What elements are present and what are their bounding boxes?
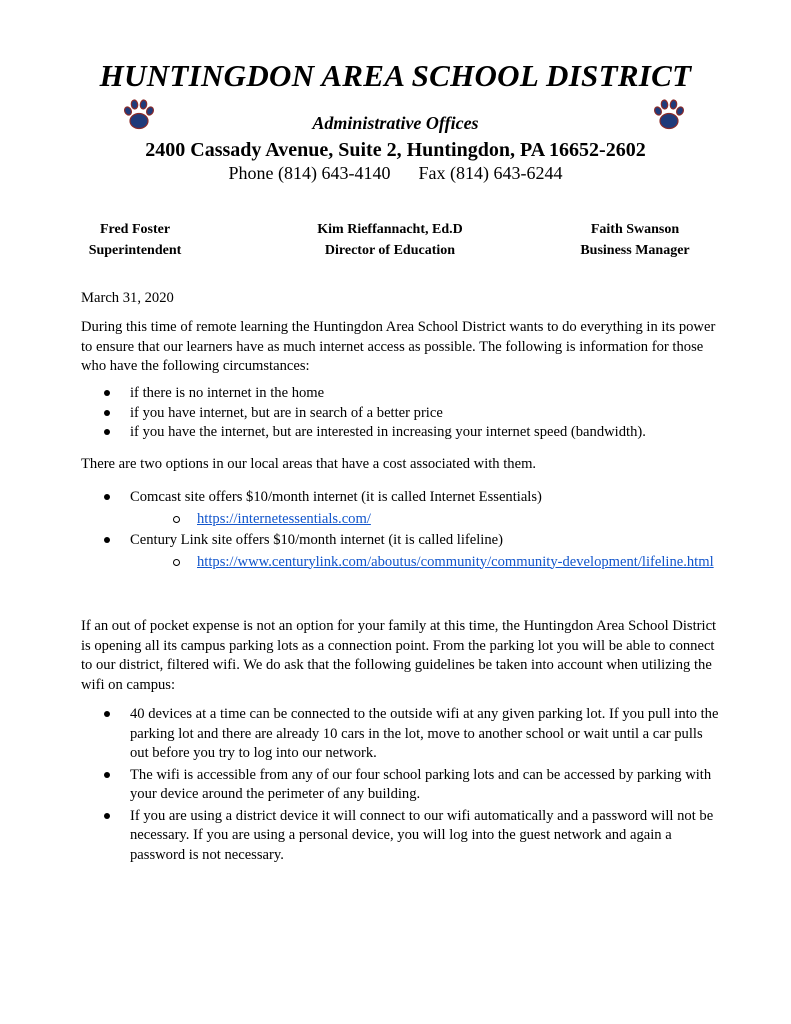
staff-title: Superintendent: [88, 243, 182, 258]
option-text: Century Link site offers $10/month internet (it is called lifeline): [130, 532, 503, 548]
centurylink-lifeline-link[interactable]: https://www.centurylink.com/aboutus/community/community-development/lifeline.html: [197, 553, 714, 570]
bullet-icon: [104, 772, 110, 778]
sub-list: [130, 510, 724, 530]
staff-title: Business Manager: [580, 243, 690, 258]
bullet-icon: [104, 410, 110, 416]
bullet-icon: [104, 813, 110, 819]
bullet-icon: [104, 429, 110, 435]
staff-member: [290, 219, 490, 261]
circle-bullet-icon: [173, 559, 180, 566]
options-list: [104, 488, 724, 574]
list-item: [104, 384, 724, 404]
intro-paragraph: During this time of remote learning the Huntingdon Area School District wants to do everything in its power to ensure that our learners have as much internet access as possible. The following is information for those who have the following circumstances:: [81, 319, 716, 374]
bullet-icon: [104, 494, 110, 500]
bullet-icon: [104, 537, 110, 543]
offices-subtitle: Administrative Offices: [312, 113, 479, 133]
options-intro: There are two options in our local areas that have a cost associated with them.: [81, 456, 537, 472]
guidelines-list: [104, 705, 724, 867]
contact-line: [0, 163, 791, 184]
list-item: [104, 766, 724, 805]
staff-name: Kim Rieffannacht, Ed.D: [317, 222, 463, 237]
list-item-text: If you are using a district device it will connect to our wifi automatically and a password will not be necessary. If you are using a personal device, you will log into the guest network and again a password is not necessary.: [130, 807, 714, 863]
internet-essentials-link[interactable]: https://internetessentials.com/: [197, 510, 371, 527]
sub-list-item: [173, 553, 724, 573]
sub-list: [130, 553, 724, 573]
list-item-text: if there is no internet in the home: [130, 385, 325, 401]
sub-list-item: [173, 510, 724, 530]
bullet-icon: [104, 390, 110, 396]
list-item: [104, 807, 724, 866]
staff-title: Director of Education: [324, 243, 456, 258]
staff-name: Fred Foster: [99, 222, 171, 237]
phone-number: Phone (814) 643-4140: [228, 163, 391, 183]
list-item-text: if you have internet, but are in search of a better price: [130, 404, 443, 421]
circumstances-list: [104, 384, 724, 443]
fax-number: Fax (814) 643-6244: [418, 163, 563, 183]
staff-member: [70, 219, 200, 261]
circle-bullet-icon: [173, 516, 180, 523]
list-item-text: if you have the internet, but are interested in increasing your internet speed (bandwidth).: [130, 424, 646, 440]
staff-member: [565, 219, 705, 261]
bullet-icon: [104, 711, 110, 717]
wifi-paragraph: If an out of pocket expense is not an option for your family at this time, the Huntingdon Area School District is opening all its campus parking lots as a connection point. From the parking lot you will be able to connect to our district, filtered wifi. We do ask that the following guidelines be taken into account when utilizing the wifi on campus:: [81, 618, 717, 693]
list-item: [104, 705, 724, 764]
option-text: Comcast site offers $10/month internet (it is called Internet Essentials): [130, 489, 542, 505]
list-item-text: 40 devices at a time can be connected to the outside wifi at any given parking lot. If you pull into the parking lot and there are already 10 cars in the lot, move to another school or wait until a car pulls out before you try to log into our network.: [130, 706, 719, 761]
letter-date: March 31, 2020: [81, 290, 174, 306]
staff-name: Faith Swanson: [590, 222, 680, 237]
list-item-text: The wifi is accessible from any of our four school parking lots and can be accessed by parking with your device around the perimeter of any building.: [130, 766, 712, 802]
list-item: [104, 423, 724, 443]
list-item: [104, 488, 724, 529]
list-item: [104, 404, 724, 424]
list-item: [104, 531, 724, 572]
office-address: 2400 Cassady Avenue, Suite 2, Huntingdon, PA 16652-2602: [145, 139, 646, 161]
district-title: HUNTINGDON AREA SCHOOL DISTRICT: [99, 58, 692, 93]
